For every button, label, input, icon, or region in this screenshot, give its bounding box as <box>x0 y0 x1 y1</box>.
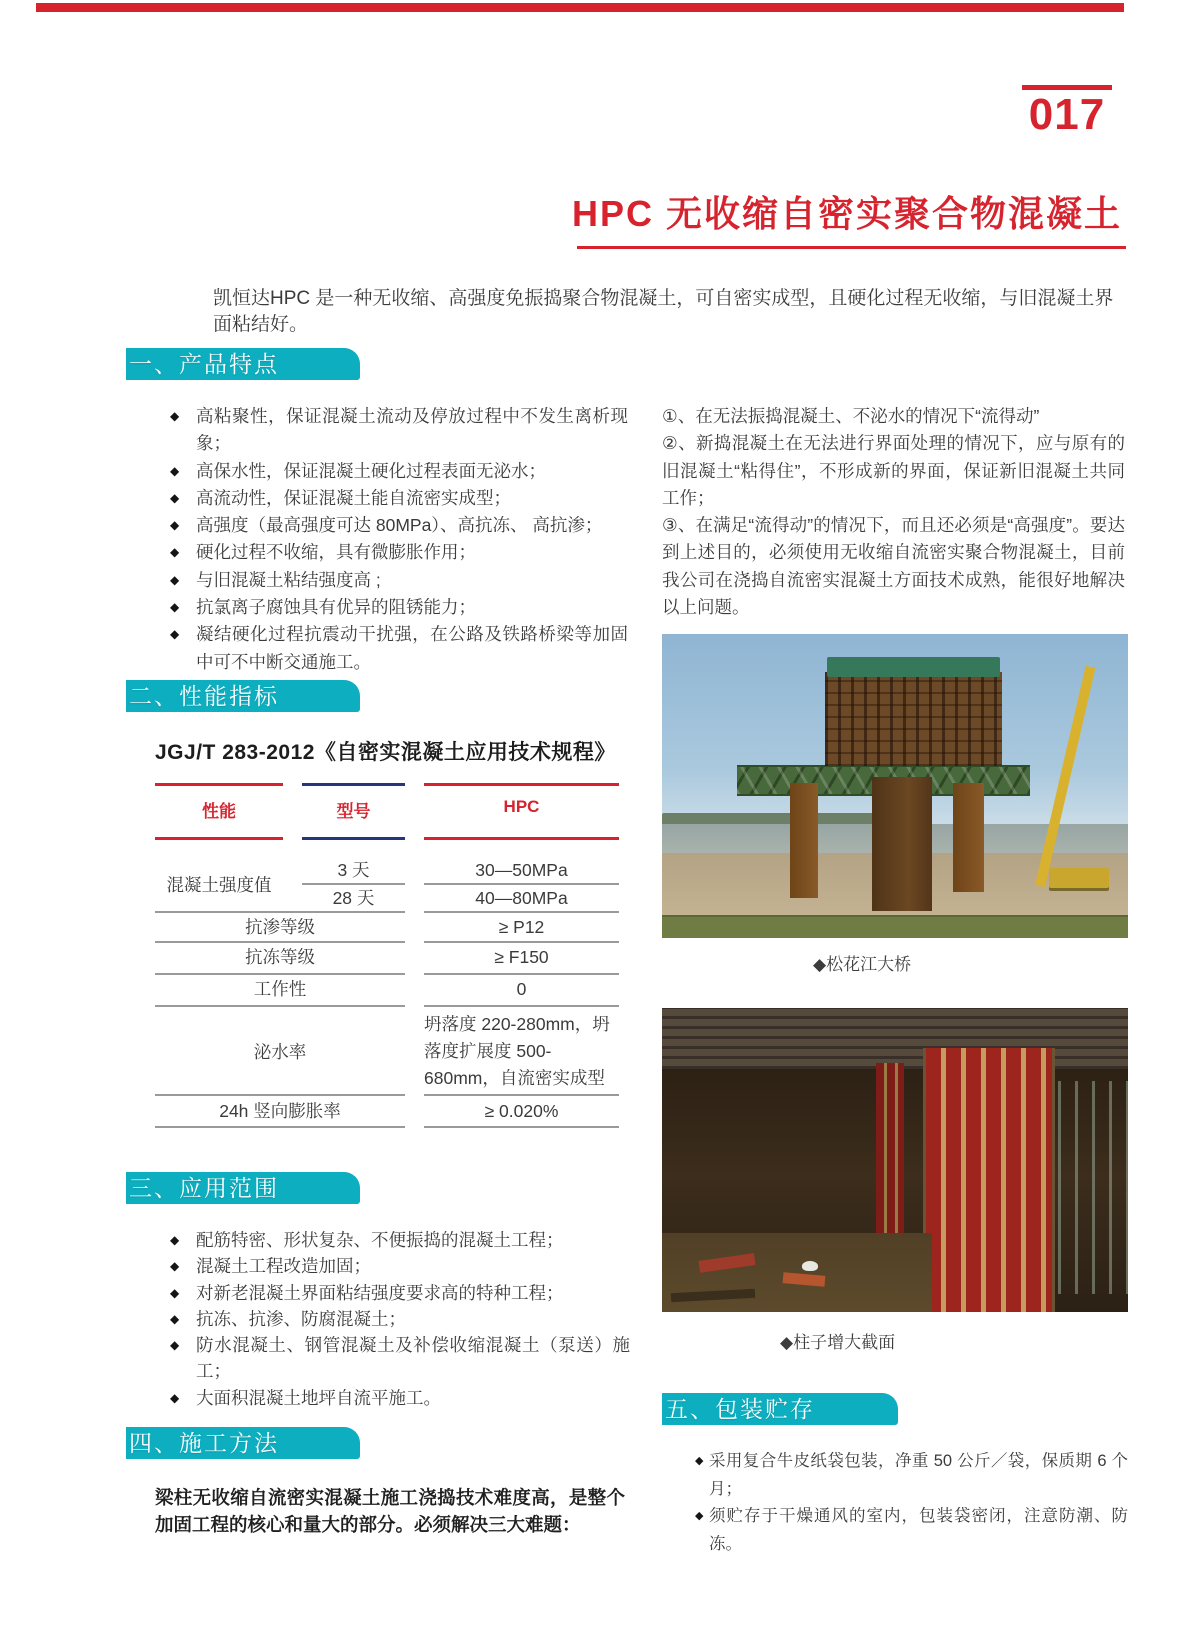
top-edge-bar <box>36 3 1124 12</box>
diamond-bullet-icon: ◆ <box>170 1259 180 1274</box>
row-value: 坍落度 220-280mm，坍落度扩展度 500-680mm，自流密实成型 <box>424 1014 610 1088</box>
row-value: ≥ P12 <box>498 917 545 937</box>
table-rule <box>155 1126 405 1128</box>
section-bar-performance: 二、性能指标 <box>126 680 360 712</box>
diamond-bullet-icon: ◆ <box>170 600 180 615</box>
intro-text: 凯恒达HPC 是一种无收缩、高强度免振捣聚合物混凝土，可自密实成型，且硬化过程无收缩，与旧混凝土界面粘结好。 <box>213 288 1114 335</box>
list-item <box>170 1332 630 1385</box>
diamond-bullet-icon: ◆ <box>170 572 180 587</box>
list-item <box>170 1253 630 1279</box>
strength-value-3d: 30—50MPa <box>475 860 568 880</box>
section-bar-packaging: 五、包装贮存 <box>662 1393 898 1425</box>
standard-title: JGJ/T 283-2012《自密实混凝土应用技术规程》 <box>155 741 616 764</box>
list-item-text: 硬化过程不收缩，具有微膨胀作用； <box>196 542 476 563</box>
list-item <box>170 594 628 621</box>
title-underline <box>577 246 1126 249</box>
list-item-text: 高保水性，保证混凝土硬化过程表面无泌水； <box>196 460 546 481</box>
list-item <box>170 1280 630 1306</box>
diamond-bullet-icon: ◆ <box>170 1285 180 1300</box>
note-item: ③、在满足“流得动”的情况下，而且还必须是“高强度”。要达到上述目的，必须使用无收缩自流密实聚合物混凝土，目前我公司在浇捣自流密实混凝土方面技术成熟，能很好地解决以上问题。 <box>662 515 1125 618</box>
diamond-bullet-icon: ◆ <box>170 1390 180 1405</box>
table-rule <box>424 1126 619 1128</box>
list-item-text: 防水混凝土、钢管混凝土及补偿收缩混凝土（泵送）施工； <box>196 1335 630 1382</box>
table-rule <box>424 1094 619 1096</box>
row-value: ≥ F150 <box>494 947 549 967</box>
strength-age-3d: 3 天 <box>337 860 370 880</box>
note-item: ①、在无法振捣混凝土、不泌水的情况下“流得动” <box>662 406 1040 426</box>
diamond-bullet-icon: ◆ <box>170 1311 180 1326</box>
diamond-bullet-icon: ◆ <box>695 1510 704 1522</box>
row-label: 抗渗等级 <box>245 917 315 937</box>
feature-notes <box>662 403 1125 621</box>
col-header-hpc: HPC <box>503 797 540 816</box>
photo-caption: ◆松花江大桥 <box>813 955 912 974</box>
diamond-bullet-icon: ◆ <box>170 490 180 505</box>
list-item-text: 与旧混凝土粘结强度高 ; <box>196 569 381 590</box>
list-item <box>170 403 628 458</box>
feature-list <box>170 403 628 676</box>
note-item: ②、新捣混凝土在无法进行界面处理的情况下，应与原有的旧混凝土“粘得住”，不形成新的界面，保证新旧混凝土共同工作； <box>662 433 1125 508</box>
row-value: ≥ 0.020% <box>484 1101 559 1121</box>
concrete-beam <box>662 1008 1128 1069</box>
column-photo <box>662 1008 1128 1312</box>
list-item <box>170 1385 630 1411</box>
row-value: 0 <box>516 979 527 999</box>
diamond-bullet-icon: ◆ <box>170 1338 180 1353</box>
list-item-text: 高粘聚性，保证混凝土流动及停放过程中不发生离析现象； <box>196 406 628 454</box>
formwork-column <box>923 1048 1055 1312</box>
section-bar-application: 三、应用范围 <box>126 1172 360 1204</box>
diamond-bullet-icon: ◆ <box>170 627 180 642</box>
steel-platform <box>662 915 1128 938</box>
table-rule <box>302 837 405 840</box>
diamond-bullet-icon: ◆ <box>170 409 180 423</box>
strength-value-28d: 40—80MPa <box>475 888 568 908</box>
list-item <box>170 621 628 676</box>
col-header-performance: 性能 <box>202 802 236 821</box>
list-item-text: 高强度（最高强度可达 80MPa）、高抗冻、 高抗渗； <box>196 515 603 536</box>
list-item-text: 混凝土工程改造加固； <box>196 1256 371 1277</box>
list-item <box>695 1503 1128 1558</box>
safety-net <box>827 657 999 677</box>
list-item <box>170 1306 630 1332</box>
application-list <box>170 1227 630 1411</box>
col-header-model: 型号 <box>336 802 371 821</box>
list-item-text: 大面积混凝土地坪自流平施工。 <box>196 1387 441 1408</box>
diamond-bullet-icon: ◆ <box>170 518 180 533</box>
row-label: 24h 竖向膨胀率 <box>219 1101 341 1121</box>
bridge-photo <box>662 634 1128 938</box>
table-rule <box>302 783 405 786</box>
bridge-pier <box>953 783 983 892</box>
diamond-bullet-icon: ◆ <box>170 545 180 560</box>
section-bar-features: 一、产品特点 <box>126 348 360 380</box>
table-rule <box>155 1005 405 1007</box>
list-item-text: 凝结硬化过程抗震动干扰强，在公路及铁路桥梁等加固中可不中断交通施工。 <box>196 624 628 672</box>
section-bar-construction: 四、施工方法 <box>126 1427 360 1459</box>
list-item <box>170 1227 630 1253</box>
row-label: 抗冻等级 <box>245 947 315 967</box>
row-label: 泌水率 <box>253 1042 307 1062</box>
crane-truck <box>1049 868 1110 888</box>
photo-caption: ◆柱子增大截面 <box>780 1333 896 1352</box>
bridge-pier <box>872 777 933 911</box>
page-number: 017 <box>1028 90 1106 139</box>
scaffolding <box>825 672 1002 766</box>
table-rule <box>424 1005 619 1007</box>
list-item <box>170 567 628 594</box>
spec-table <box>155 783 619 1133</box>
list-item <box>170 458 628 485</box>
diamond-bullet-icon: ◆ <box>695 1455 704 1467</box>
list-item-text: 抗氯离子腐蚀具有优异的阻锈能力； <box>196 597 476 618</box>
list-item-text: 高流动性，保证混凝土能自流密实成型； <box>196 487 511 508</box>
list-item-text: 采用复合牛皮纸袋包装，净重 50 公斤／袋，保质期 6 个月； <box>709 1452 1128 1498</box>
list-item <box>170 485 628 512</box>
row-label-strength: 混凝土强度值 <box>166 874 272 895</box>
list-item-text: 配筋特密、形状复杂、不便振捣的混凝土工程； <box>196 1230 564 1250</box>
list-item-text: 抗冻、抗渗、防腐混凝土； <box>196 1308 406 1329</box>
packaging-list <box>695 1448 1128 1558</box>
table-rule <box>424 837 619 840</box>
page-title: HPC 无收缩自密实聚合物混凝土 <box>571 193 1122 234</box>
row-label: 工作性 <box>253 979 307 999</box>
hard-hat <box>802 1261 818 1271</box>
table-rule <box>155 837 283 840</box>
table-rule <box>424 783 619 786</box>
diamond-bullet-icon: ◆ <box>170 463 180 478</box>
diamond-bullet-icon: ◆ <box>170 1233 180 1247</box>
construction-paragraph: 梁柱无收缩自流密实混凝土施工浇捣技术难度高，是整个加固工程的核心和量大的部分。必须解决三大难题： <box>155 1487 625 1535</box>
list-item <box>170 512 628 539</box>
window-light <box>1058 1081 1128 1294</box>
list-item <box>170 539 628 566</box>
list-item <box>695 1448 1128 1503</box>
strength-age-28d: 28 天 <box>332 888 375 908</box>
list-item-text: 对新老混凝土界面粘结强度要求高的特种工程； <box>196 1282 564 1303</box>
table-rule <box>155 1094 405 1096</box>
list-item-text: 须贮存于干燥通风的室内，包装袋密闭，注意防潮、防冻。 <box>709 1507 1128 1553</box>
table-rule <box>155 783 283 786</box>
bridge-pier <box>790 783 818 899</box>
